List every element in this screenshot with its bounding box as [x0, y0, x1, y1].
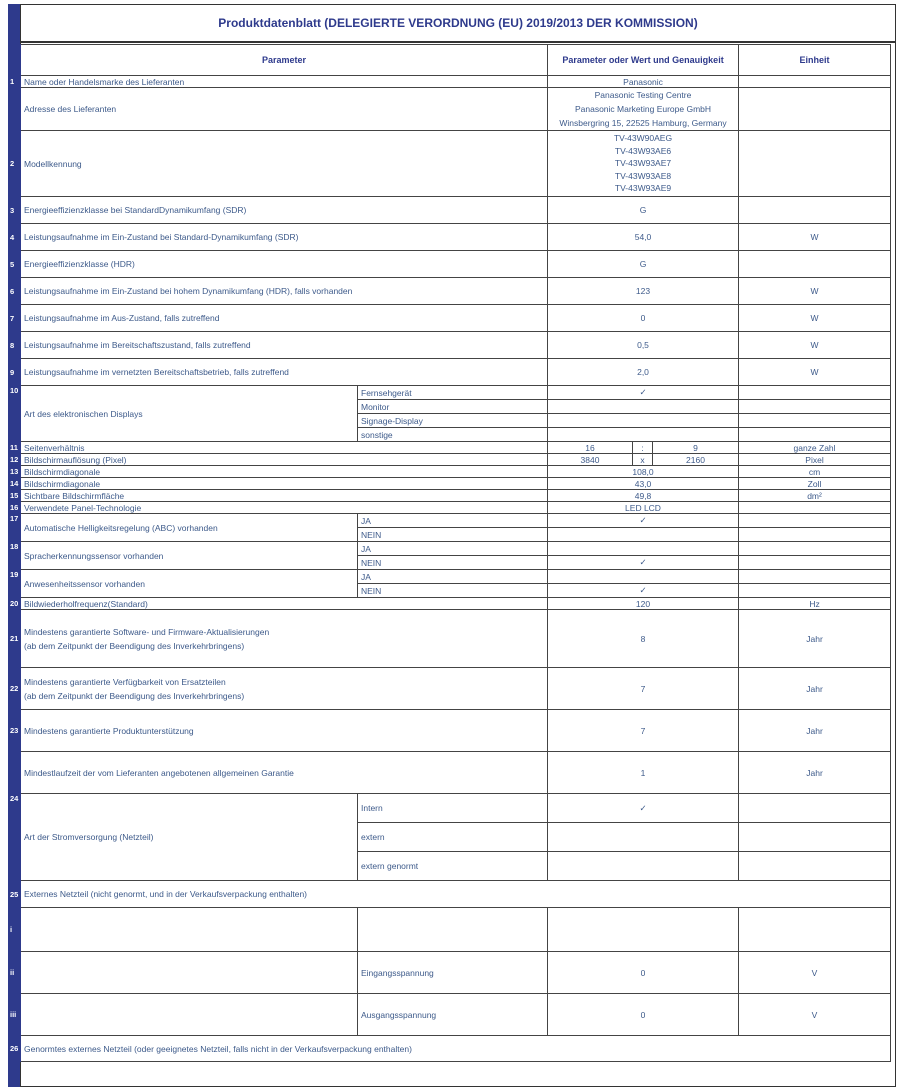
- check-mark: ✓: [548, 794, 739, 823]
- data-table: Parameter Parameter oder Wert und Genauigkeit Einheit 1 Name oder Handelsmarke des Lieferanten Panasonic Adresse des Lieferanten Panasonic Testing Centre Panasonic Marketing Europe GmbH Winsbergring 15, 22525 Hamburg, Germany 2 Modellkennung TV-43W90AEG TV-43W93AE6 TV-43W93AE7 TV-43W93AE8 TV-43W93AE9 3 Energieeffizienzklasse bei StandardDynamikumfang (SDR) G 4 Leistungsaufnahme im Ein-Zustand bei Standard-Dynamikumfang (SDR) 54,0 W 5 Energieeffizienzklasse (HDR) G 6 Leistungsaufnahme im Ein-Zustand bei hohem Dynamikumfang (HDR), falls vorhanden 123 W 7 Leistungsaufnahme im Aus-Zustand, falls zutreffend 0 W 8 Leistungsaufnahme im Bereitschaftszustand, falls zutreffend 0,5 W 9 Leistungsaufnahme im vernetzten Bereitschaftsbetrieb, falls zutreffend 2,0 W 10 Art des elektronischen Displays Fernsehgerät ✓ Monitor Signage-Display sonstige 11 Seitenverhältnis 16 : 9 ganze Zahl 12 Bildschirmauflösung (Pixel) 3840 x 2160 Pixel 13 Bildschirmdiagonale 108,0 cm 14 Bildschirmdiagonale 43,0 Zoll 15 Sichtbare Bildschirmfläche 49,8 dm² 16 Verwendete Panel-Technologie LED LCD 17 Automatische Helligkeitsregelung (ABC) vorhanden JA ✓ NEIN 18 Spracherkennungssensor vorhanden JA NEIN ✓ 19 Anwesenheitssensor vorhanden JA NEIN ✓ 20 Bildwiederholfrequenz(Standard) 120 Hz 21 Mindestens garantierte Software- und Firmware-Aktualisierungen (ab dem Zeitpunkt der Beendigung des Inverkehrbringens) 8 Jahr 22 Mindestens garantierte Verfügbarkeit von Ersatzteilen (ab dem Zeitpunkt der Beendigung des Inverkehrbringens) 7 Jahr 23 Mindestens garantierte Produktunterstützung 7 Jahr Mindestlaufzeit der vom Lieferanten angebotenen allgemeinen Garantie 1 Jahr 24 Art der Stromversorgung (Netzteil) Intern ✓ extern extern genormt 25 Externes Netzteil (nicht genormt, und in der Verkaufsverpackung enthalten) i ii Eingangsspannung 0 V iii Ausgangsspannung 0 V 26 Genormtes externes Netzteil (oder geeignetes Netzteil, falls nicht in der Verkaufsverpackung enthalten): [8, 44, 891, 1062]
- table-row: 24 Art der Stromversorgung (Netzteil) Intern ✓: [9, 794, 891, 823]
- table-row: 23 Mindestens garantierte Produktunterstützung 7 Jahr: [9, 710, 891, 752]
- table-row: 18 Spracherkennungssensor vorhanden JA: [9, 542, 891, 556]
- table-row: 26 Genormtes externes Netzteil (oder geeignetes Netzteil, falls nicht in der Verkaufsverpackung enthalten): [9, 1036, 891, 1062]
- table-row: i: [9, 908, 891, 952]
- header-unit: Einheit: [739, 45, 891, 76]
- table-row: 21 Mindestens garantierte Software- und Firmware-Aktualisierungen (ab dem Zeitpunkt der Beendigung des Inverkehrbringens) 8 Jahr: [9, 610, 891, 668]
- table-row: Mindestlaufzeit der vom Lieferanten angebotenen allgemeinen Garantie 1 Jahr: [9, 752, 891, 794]
- table-row: 3 Energieeffizienzklasse bei StandardDynamikumfang (SDR) G: [9, 197, 891, 224]
- table-row: 25 Externes Netzteil (nicht genormt, und in der Verkaufsverpackung enthalten): [9, 881, 891, 908]
- table-row: 1 Name oder Handelsmarke des Lieferanten Panasonic: [9, 76, 891, 88]
- check-mark: ✓: [548, 386, 739, 400]
- table-row: iii Ausgangsspannung 0 V: [9, 994, 891, 1036]
- table-row: ii Eingangsspannung 0 V: [9, 952, 891, 994]
- table-row: 13 Bildschirmdiagonale 108,0 cm: [9, 466, 891, 478]
- table-row: 8 Leistungsaufnahme im Bereitschaftszustand, falls zutreffend 0,5 W: [9, 332, 891, 359]
- table-row: 22 Mindestens garantierte Verfügbarkeit von Ersatzteilen (ab dem Zeitpunkt der Beendigung des Inverkehrbringens) 7 Jahr: [9, 668, 891, 710]
- table-row: 7 Leistungsaufnahme im Aus-Zustand, falls zutreffend 0 W: [9, 305, 891, 332]
- table-row: 9 Leistungsaufnahme im vernetzten Bereitschaftsbetrieb, falls zutreffend 2,0 W: [9, 359, 891, 386]
- sheet-title: Produktdatenblatt (DELEGIERTE VERORDNUNG (EU) 2019/2013 DER KOMMISSION): [20, 4, 896, 43]
- table-row: 2 Modellkennung TV-43W90AEG TV-43W93AE6 TV-43W93AE7 TV-43W93AE8 TV-43W93AE9: [9, 131, 891, 197]
- table-row: 12 Bildschirmauflösung (Pixel) 3840 x 2160 Pixel: [9, 454, 891, 466]
- table-row: Adresse des Lieferanten Panasonic Testing Centre Panasonic Marketing Europe GmbH Winsbergring 15, 22525 Hamburg, Germany: [9, 88, 891, 131]
- header-value: Parameter oder Wert und Genauigkeit: [548, 45, 739, 76]
- check-mark: ✓: [548, 514, 739, 528]
- check-mark: ✓: [548, 556, 739, 570]
- product-data-sheet: [8, 4, 890, 1087]
- table-row: 10 Art des elektronischen Displays Fernsehgerät ✓: [9, 386, 891, 400]
- table-row: 17 Automatische Helligkeitsregelung (ABC) vorhanden JA ✓: [9, 514, 891, 528]
- table-row: 15 Sichtbare Bildschirmfläche 49,8 dm²: [9, 490, 891, 502]
- table-row: 16 Verwendete Panel-Technologie LED LCD: [9, 502, 891, 514]
- table-row: 6 Leistungsaufnahme im Ein-Zustand bei hohem Dynamikumfang (HDR), falls vorhanden 123 W: [9, 278, 891, 305]
- header-parameter: Parameter: [21, 45, 548, 76]
- header-row: [9, 45, 891, 76]
- table-row: 5 Energieeffizienzklasse (HDR) G: [9, 251, 891, 278]
- table-row: 20 Bildwiederholfrequenz(Standard) 120 Hz: [9, 598, 891, 610]
- table-row: 4 Leistungsaufnahme im Ein-Zustand bei Standard-Dynamikumfang (SDR) 54,0 W: [9, 224, 891, 251]
- check-mark: ✓: [548, 584, 739, 598]
- table-row: 11 Seitenverhältnis 16 : 9 ganze Zahl: [9, 442, 891, 454]
- table-row: 19 Anwesenheitssensor vorhanden JA: [9, 570, 891, 584]
- table-row: 14 Bildschirmdiagonale 43,0 Zoll: [9, 478, 891, 490]
